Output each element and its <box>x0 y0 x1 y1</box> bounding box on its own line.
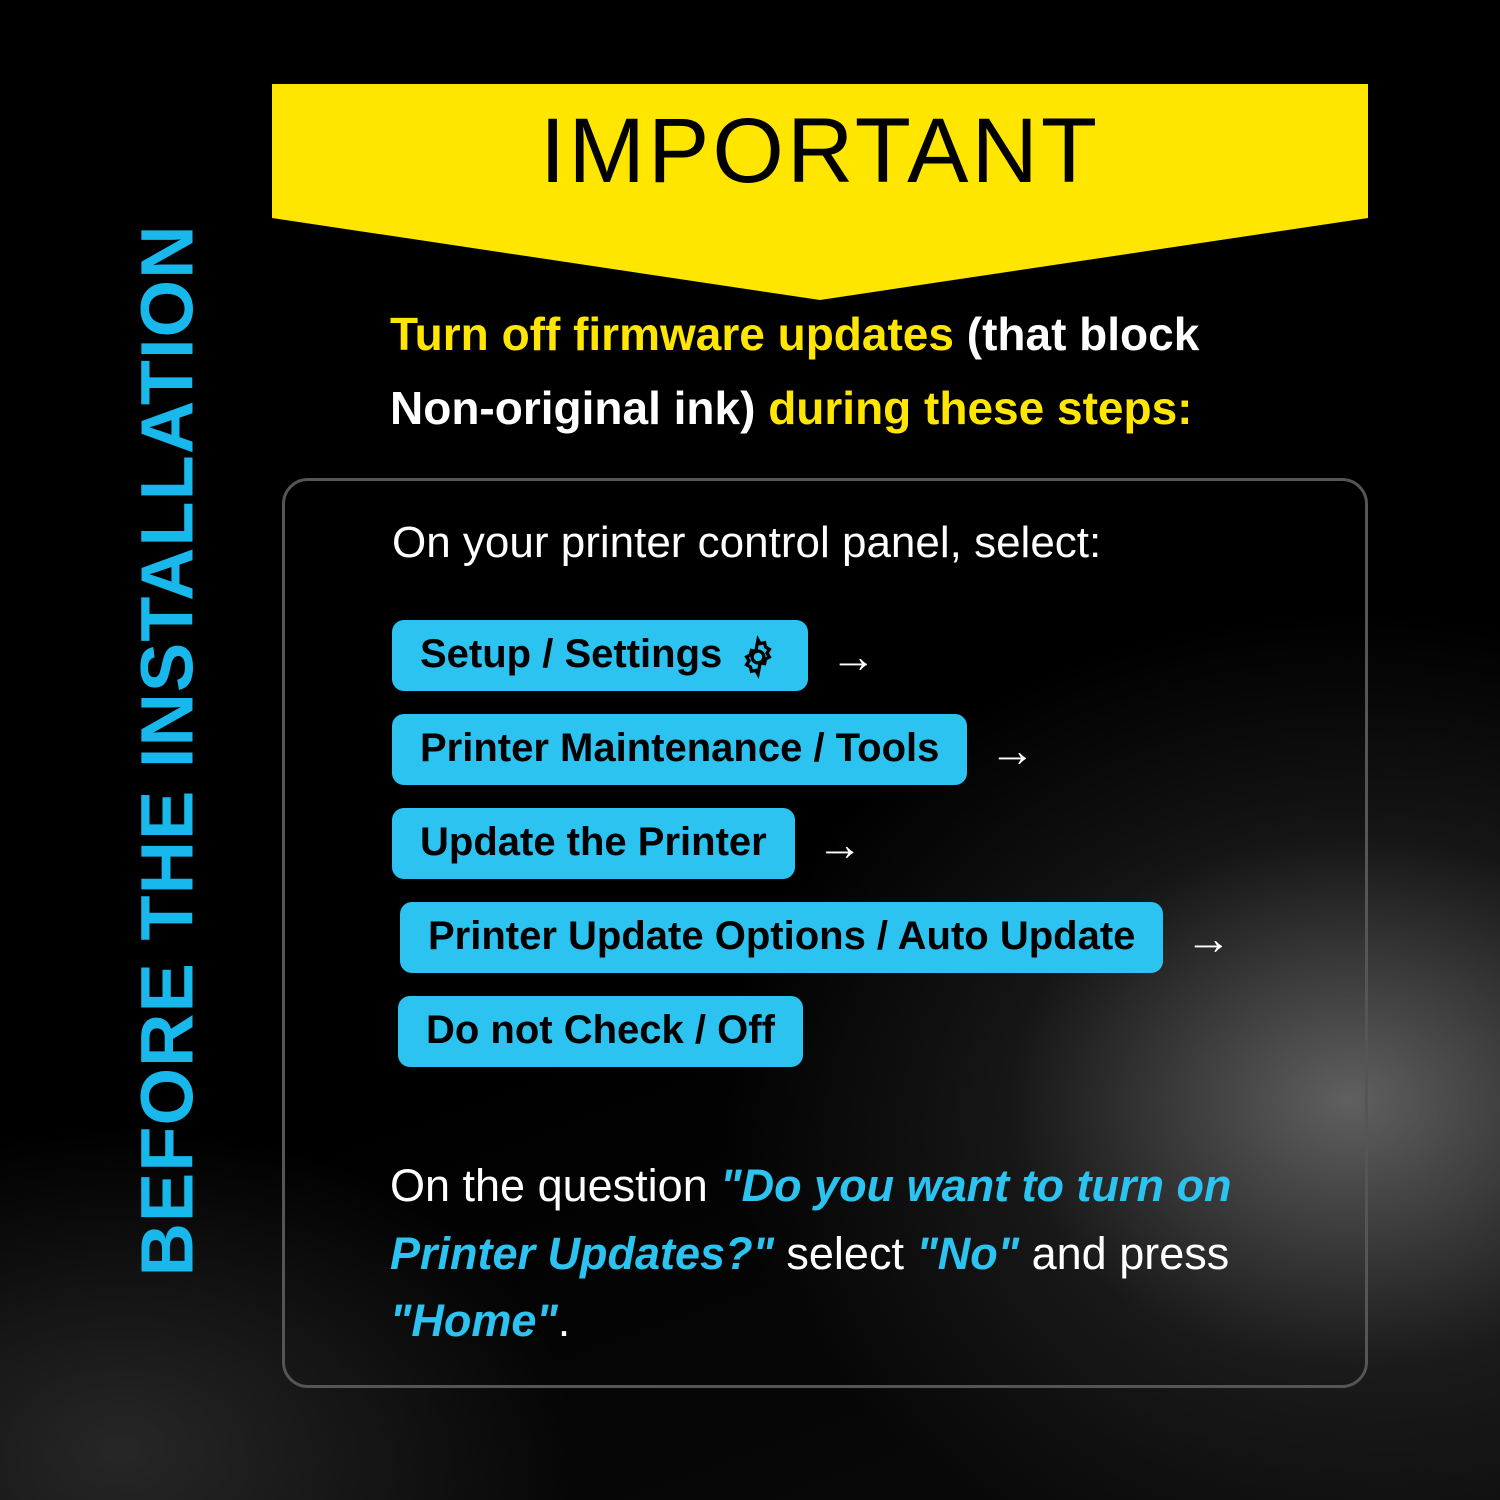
vertical-section-title <box>92 0 242 1500</box>
arrow-right-icon: → <box>1185 911 1232 964</box>
closing-part-2: select <box>773 1227 917 1279</box>
step-chip-label: Printer Maintenance / Tools <box>420 726 940 770</box>
step-chip-label: Setup / Settings <box>420 632 723 676</box>
subtitle <box>390 298 1220 445</box>
closing-answer-no: "No" <box>916 1227 1020 1279</box>
step-chip-label: Printer Update Options / Auto Update <box>428 914 1136 958</box>
closing-part-4: . <box>557 1295 571 1346</box>
step-chip-update-the-printer[interactable] <box>392 808 795 879</box>
important-banner <box>272 84 1368 300</box>
step-row <box>392 620 876 691</box>
important-banner-bar <box>272 84 1368 218</box>
subtitle-part-2: (that block Non-original ink) <box>390 308 1200 434</box>
important-banner-title: IMPORTANT <box>539 99 1101 202</box>
closing-part-3: and press <box>1019 1227 1230 1279</box>
step-chip-printer-maintenance-tools[interactable] <box>392 714 967 785</box>
step-chip-printer-update-options-auto-update[interactable] <box>400 902 1163 973</box>
closing-paragraph <box>390 1152 1270 1355</box>
subtitle-part-1: Turn off firmware updates <box>390 308 967 360</box>
arrow-right-icon: → <box>989 723 1036 776</box>
banner-notch <box>272 218 1368 300</box>
subtitle-part-3: during these steps: <box>755 381 1193 434</box>
gear-icon <box>736 635 780 679</box>
step-row <box>398 996 803 1067</box>
step-chip-label: Do not Check / Off <box>426 1008 775 1052</box>
step-row <box>392 808 863 879</box>
step-chip-label: Update the Printer <box>420 820 767 864</box>
step-row <box>400 902 1231 973</box>
arrow-right-icon: → <box>830 629 877 682</box>
arrow-right-icon: → <box>816 817 863 870</box>
closing-home-key: "Home" <box>390 1295 558 1346</box>
panel-heading: On your printer control panel, select: <box>392 518 1102 567</box>
step-chip-setup-settings[interactable] <box>392 620 808 691</box>
step-row <box>392 714 1035 785</box>
closing-question: "Do you want to turn on Printer Updates?" <box>390 1160 1232 1279</box>
closing-part-1: On the question <box>390 1160 721 1211</box>
step-chip-do-not-check-off[interactable] <box>398 996 803 1067</box>
vertical-section-title-text: BEFORE THE INSTALLATION <box>125 223 209 1277</box>
